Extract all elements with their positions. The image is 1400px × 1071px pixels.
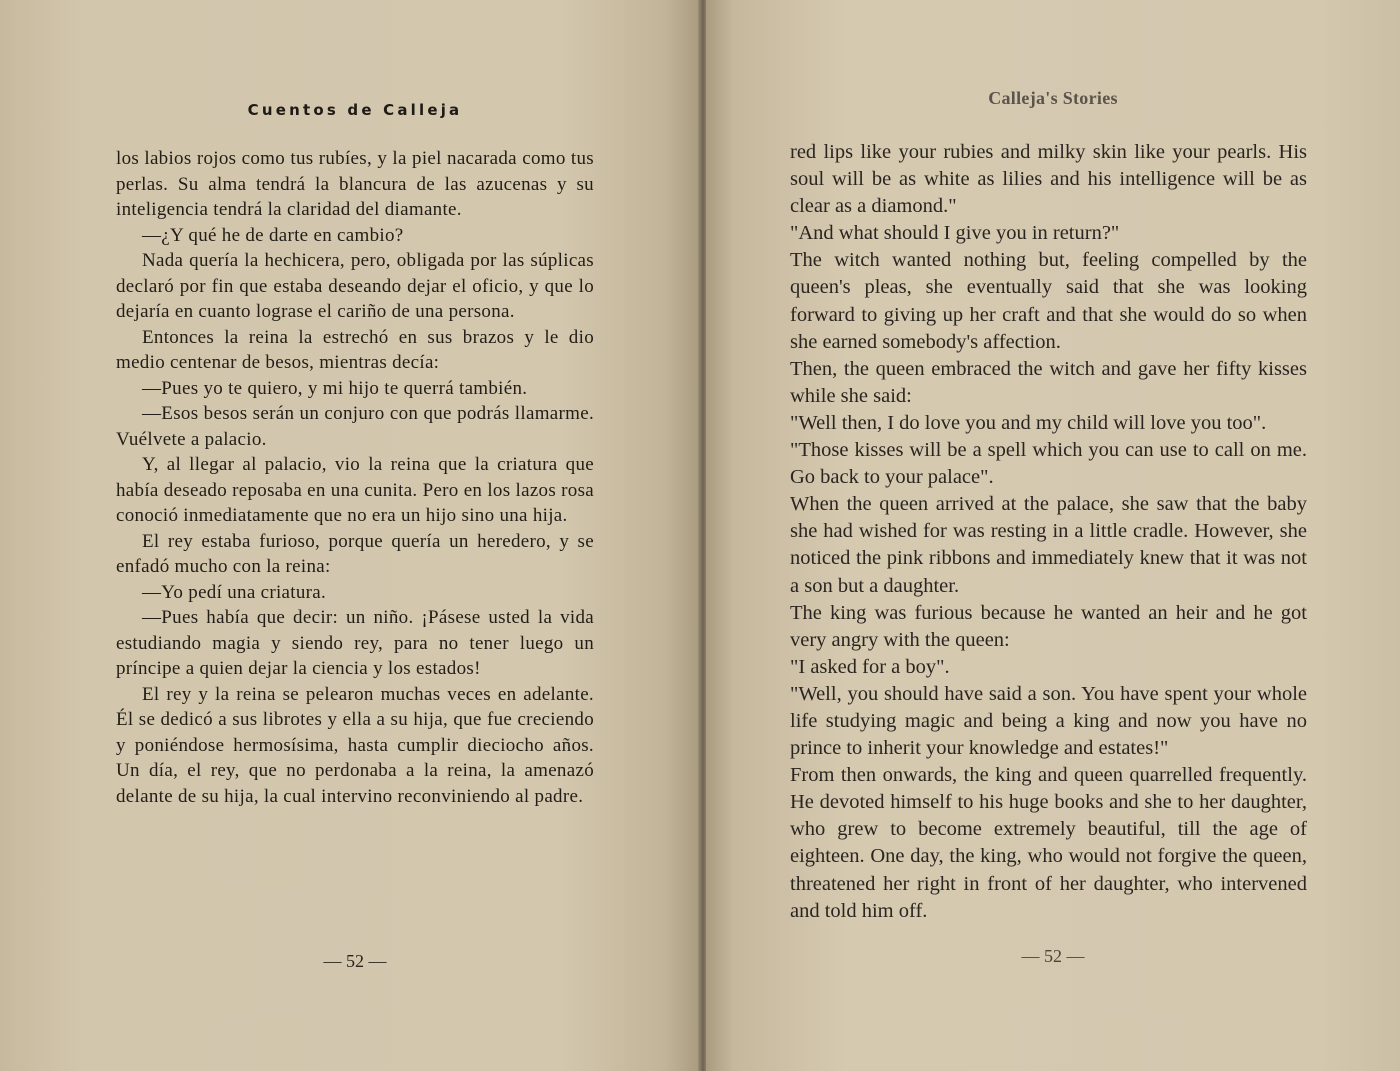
paragraph: Then, the queen embraced the witch and gave her fifty kisses while she said: xyxy=(790,357,1307,407)
paragraph: los labios rojos como tus rubíes, y la piel nacarada como tus perlas. Su alma tendrá la blancura de las azucenas y su inteligencia tendrá la claridad del diamante. xyxy=(116,148,594,220)
paragraph: —Esos besos serán un conjuro con que podrás llamarme. Vuélvete a palacio. xyxy=(116,403,594,450)
paragraph: The witch wanted nothing but, feeling compelled by the queen's pleas, she eventually said that she was looking forward to giving up her craft and that she would do so when she earned somebody's affection. xyxy=(790,249,1307,353)
paragraph: —Yo pedí una criatura. xyxy=(142,581,327,603)
paragraph: From then onwards, the king and queen quarrelled frequently. He devoted himself to his huge books and she to her daughter, who grew to become extremely beautiful, till the age of eighteen. One day, the king, who would not forgive the queen, threatened her right in front of her daughter, who intervened and told him off. xyxy=(790,764,1307,922)
page-number: — 52 — xyxy=(1021,946,1085,966)
page-number: — 52 — xyxy=(323,951,387,971)
paragraph: Entonces la reina la estrechó en sus brazos y le dio medio centenar de besos, mientras decía: xyxy=(116,326,594,373)
paragraph: El rey y la reina se pelearon muchas veces en adelante. Él se dedicó a sus librotes y ella a su hija, que fue creciendo y poniéndose hermosísima, hasta cumplir dieciocho años. Un día, el rey, que no perdonaba a la reina, la amenazó delante de su hija, la cual intervino reconviniendo al padre. xyxy=(116,683,594,807)
paragraph: —Pues yo te quiero, y mi hijo te querrá también. xyxy=(142,377,528,399)
paragraph: El rey estaba furioso, porque quería un heredero, y se enfadó mucho con la reina: xyxy=(116,530,594,577)
paragraph: "And what should I give you in return?" xyxy=(790,222,1120,245)
paragraph: When the queen arrived at the palace, she saw that the baby she had wished for was resting in a little cradle. However, she noticed the pink ribbons and immediately knew that it was not a son but a daughter. xyxy=(790,493,1307,597)
right-page-english xyxy=(706,0,1400,1071)
paragraph: Nada quería la hechicera, pero, obligada por las súplicas declaró por fin que estaba deseando dejar el oficio, y que lo dejaría en cuanto lograse el cariño de una persona. xyxy=(116,250,594,322)
paragraph: The king was furious because he wanted an heir and he got very angry with the queen: xyxy=(790,601,1307,651)
page-body xyxy=(116,146,594,809)
paragraph: "Well, you should have said a son. You have spent your whole life studying magic and being a king and now you have no prince to inherit your knowledge and estates!" xyxy=(790,682,1307,760)
paragraph: "Those kisses will be a spell which you can use to call on me. Go back to your palace". xyxy=(790,439,1307,489)
paragraph: Y, al llegar al palacio, vio la reina que la criatura que había deseado reposaba en una cunita. Pero en los lazos rosa conoció inmediatamente que no era un hijo sino una hija. xyxy=(116,454,594,526)
paragraph: —Pues había que decir: un niño. ¡Pásese usted la vida estudiando magia y siendo rey, para no tener luego un príncipe a quien dejar la ciencia y los estados! xyxy=(116,607,594,679)
paragraph: "I asked for a boy". xyxy=(790,655,950,678)
page-body xyxy=(790,139,1307,925)
paragraph: "Well then, I do love you and my child will love you too". xyxy=(790,411,1267,434)
running-head: Cuentos de Calleja xyxy=(247,101,463,119)
paragraph: red lips like your rubies and milky skin like your pearls. His soul will be as white as lilies and his intelligence will be as clear as a diamond." xyxy=(790,141,1307,218)
running-head: Calleja's Stories xyxy=(988,88,1118,108)
paragraph: —¿Y qué he de darte en cambio? xyxy=(142,224,404,246)
